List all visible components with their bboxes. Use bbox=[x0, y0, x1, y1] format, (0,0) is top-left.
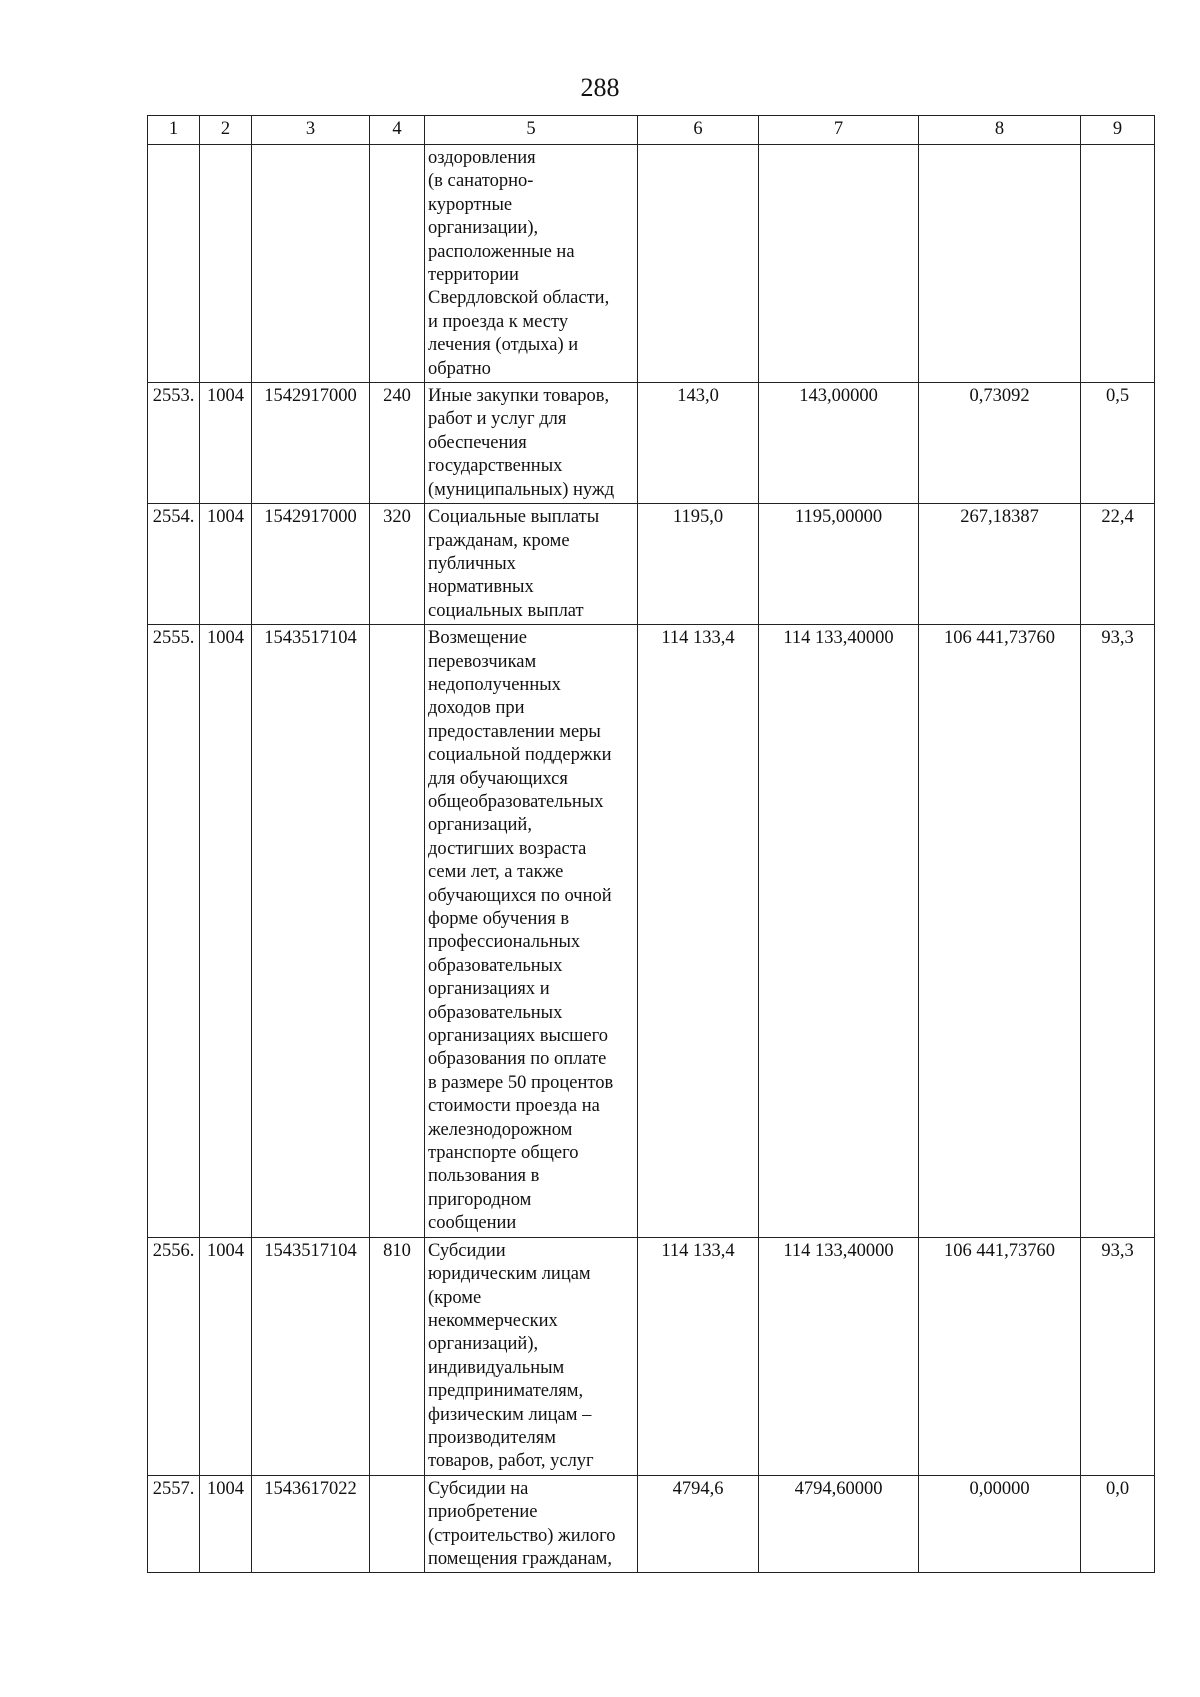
amount-executed-cell: 267,18387 bbox=[919, 504, 1081, 625]
table-header-row bbox=[148, 116, 1155, 145]
table-row bbox=[148, 625, 1155, 1238]
section-code-cell: 1004 bbox=[200, 1237, 252, 1475]
amount-approved-cell: 114 133,4 bbox=[638, 625, 759, 1238]
budget-table bbox=[147, 115, 1155, 1573]
section-code-cell: 1004 bbox=[200, 625, 252, 1238]
amount-specified-cell bbox=[759, 145, 919, 383]
amount-specified-cell: 4794,60000 bbox=[759, 1475, 919, 1573]
row-number-cell: 2556. bbox=[148, 1237, 200, 1475]
column-header: 9 bbox=[1081, 116, 1155, 145]
expense-kind-cell bbox=[370, 1475, 425, 1573]
target-item-cell bbox=[252, 145, 370, 383]
expense-kind-cell bbox=[370, 625, 425, 1238]
amount-executed-cell: 106 441,73760 bbox=[919, 625, 1081, 1238]
description-cell: Иные закупки товаров, работ и услуг для обеспечения государственных (муниципальных) нужд bbox=[425, 383, 638, 504]
column-header: 8 bbox=[919, 116, 1081, 145]
row-number-cell: 2555. bbox=[148, 625, 200, 1238]
section-code-cell: 1004 bbox=[200, 1475, 252, 1573]
section-code-cell: 1004 bbox=[200, 504, 252, 625]
amount-approved-cell: 114 133,4 bbox=[638, 1237, 759, 1475]
percent-executed-cell: 93,3 bbox=[1081, 625, 1155, 1238]
percent-executed-cell: 0,5 bbox=[1081, 383, 1155, 504]
percent-executed-cell bbox=[1081, 145, 1155, 383]
row-number-cell: 2554. bbox=[148, 504, 200, 625]
target-item-cell: 1543617022 bbox=[252, 1475, 370, 1573]
row-number-cell: 2553. bbox=[148, 383, 200, 504]
page-number: 288 bbox=[580, 73, 620, 102]
table-row bbox=[148, 1237, 1155, 1475]
section-code-cell: 1004 bbox=[200, 383, 252, 504]
description-cell: Возмещение перевозчикам недополученных доходов при предоставлении меры социальной поддержки для обучающихся общеобразовательных организаций, достигших возраста семи лет, а также обучающихся по очной форме обучения в профессиональных образовательных организациях и образовательных организациях высшего образования по оплате в размере 50 процентов стоимости проезда на железнодорожном транспорте общего пользования в пригородном сообщении bbox=[425, 625, 638, 1238]
amount-specified-cell: 114 133,40000 bbox=[759, 1237, 919, 1475]
column-header: 6 bbox=[638, 116, 759, 145]
description-cell: Социальные выплаты гражданам, кроме публичных нормативных социальных выплат bbox=[425, 504, 638, 625]
column-header: 5 bbox=[425, 116, 638, 145]
amount-specified-cell: 114 133,40000 bbox=[759, 625, 919, 1238]
expense-kind-cell: 320 bbox=[370, 504, 425, 625]
column-header: 4 bbox=[370, 116, 425, 145]
section-code-cell bbox=[200, 145, 252, 383]
expense-kind-cell: 810 bbox=[370, 1237, 425, 1475]
percent-executed-cell: 93,3 bbox=[1081, 1237, 1155, 1475]
expense-kind-cell bbox=[370, 145, 425, 383]
table-row bbox=[148, 504, 1155, 625]
table-row bbox=[148, 383, 1155, 504]
target-item-cell: 1543517104 bbox=[252, 625, 370, 1238]
amount-executed-cell: 0,00000 bbox=[919, 1475, 1081, 1573]
amount-approved-cell: 4794,6 bbox=[638, 1475, 759, 1573]
amount-specified-cell: 143,00000 bbox=[759, 383, 919, 504]
percent-executed-cell: 0,0 bbox=[1081, 1475, 1155, 1573]
table-row bbox=[148, 145, 1155, 383]
column-header: 3 bbox=[252, 116, 370, 145]
column-header: 2 bbox=[200, 116, 252, 145]
column-header: 7 bbox=[759, 116, 919, 145]
amount-executed-cell: 0,73092 bbox=[919, 383, 1081, 504]
row-number-cell: 2557. bbox=[148, 1475, 200, 1573]
description-cell: Субсидии юридическим лицам (кроме некоммерческих организаций), индивидуальным предпринимателям, физическим лицам – производителям товаров, работ, услуг bbox=[425, 1237, 638, 1475]
amount-specified-cell: 1195,00000 bbox=[759, 504, 919, 625]
amount-approved-cell bbox=[638, 145, 759, 383]
amount-approved-cell: 1195,0 bbox=[638, 504, 759, 625]
percent-executed-cell: 22,4 bbox=[1081, 504, 1155, 625]
target-item-cell: 1542917000 bbox=[252, 383, 370, 504]
description-cell: оздоровления (в санаторно- курортные организации), расположенные на территории Свердловской области, и проезда к месту лечения (отдыха) и обратно bbox=[425, 145, 638, 383]
expense-kind-cell: 240 bbox=[370, 383, 425, 504]
amount-executed-cell: 106 441,73760 bbox=[919, 1237, 1081, 1475]
table-row bbox=[148, 1475, 1155, 1573]
target-item-cell: 1543517104 bbox=[252, 1237, 370, 1475]
target-item-cell: 1542917000 bbox=[252, 504, 370, 625]
row-number-cell bbox=[148, 145, 200, 383]
column-header: 1 bbox=[148, 116, 200, 145]
amount-executed-cell bbox=[919, 145, 1081, 383]
description-cell: Субсидии на приобретение (строительство) жилого помещения гражданам, bbox=[425, 1475, 638, 1573]
amount-approved-cell: 143,0 bbox=[638, 383, 759, 504]
